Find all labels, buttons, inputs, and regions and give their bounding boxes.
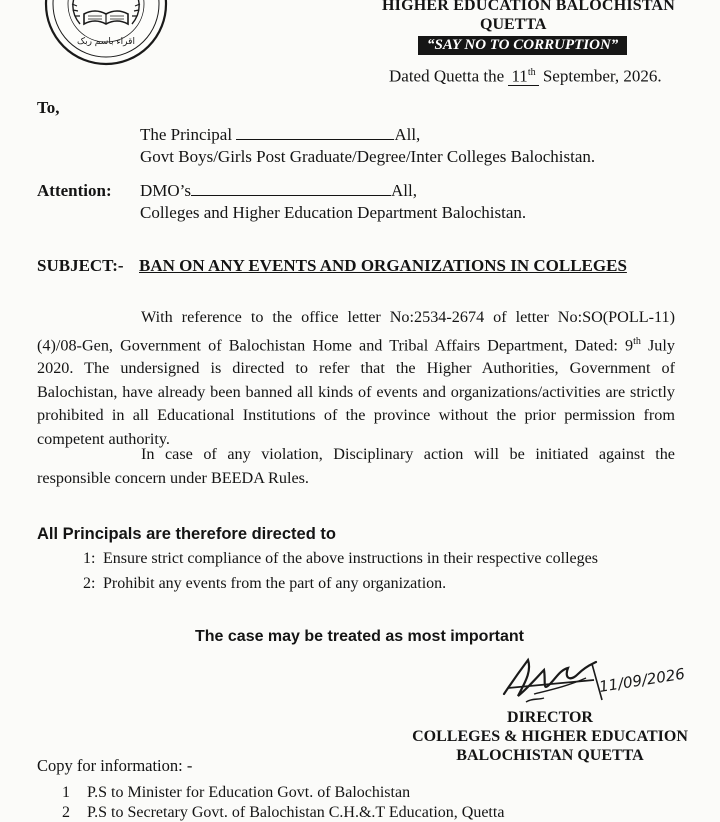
body-paragraph-1 <box>37 306 675 451</box>
subject-text: BAN ON ANY EVENTS AND ORGANIZATIONS IN COLLEGES <box>139 256 627 275</box>
attention-dmo: DMO’s <box>140 181 192 200</box>
department-seal-icon <box>44 0 168 66</box>
blank-line <box>236 126 394 140</box>
subject-label: SUBJECT:- <box>37 256 124 275</box>
to-all: All, <box>394 125 421 144</box>
org-city: QUETTA <box>480 16 547 33</box>
copy-label: Copy for information: - <box>37 756 193 775</box>
para1-part-a: With reference to the office letter No:2534-2674 of letter No:SO(POLL-11) (4)/08-Gen, Government of Balochistan Home and Tribal Affairs Department, Dated: 9 <box>37 308 675 354</box>
directive-item: Prohibit any events from the part of any organization. <box>103 575 447 592</box>
directives-heading: All Principals are therefore directed to <box>37 525 336 543</box>
dated-day: 11 <box>511 66 528 86</box>
dated-prefix: Dated Quetta the <box>389 66 505 86</box>
dated-line <box>389 64 662 87</box>
blank-line <box>191 182 391 196</box>
copy-item: P.S to Minister for Education Govt. of Balochistan <box>87 784 411 801</box>
signatory-location: BALOCHISTAN QUETTA <box>456 747 644 764</box>
para1-part-b: July 2020. The undersigned is directed to refer that the Higher Authorities, Government of Balochistan, have already been banned all kinds of events and organizations/activities are strictly prohibited in all Educational Institutions of the province without the prior permission from competent authority. <box>37 335 675 448</box>
copy-number: 1 <box>62 784 70 801</box>
copy-item: P.S to Secretary Govt. of Balochistan C.H.&.T Education, Quetta <box>87 804 505 821</box>
directive-number: 2: <box>83 575 96 592</box>
signatory-block <box>405 708 695 765</box>
attention-all: All, <box>391 181 417 200</box>
signatory-title: DIRECTOR <box>507 709 593 726</box>
para1-sup: th <box>633 335 641 347</box>
attention-label: Attention: <box>37 181 112 200</box>
directive-item: Ensure strict compliance of the above instructions in their respective colleges <box>103 550 598 567</box>
to-line-2: Govt Boys/Girls Post Graduate/Degree/Inter Colleges Balochistan. <box>140 147 596 166</box>
attention-line-2: Colleges and Higher Education Department Balochistan. <box>140 203 527 222</box>
closing-remark: The case may be treated as most important <box>195 628 524 645</box>
to-principal: The Principal <box>140 125 233 144</box>
signature-icon <box>498 648 688 710</box>
attention-line-1 <box>140 181 417 201</box>
copy-number: 2 <box>62 804 70 821</box>
seal-motto: اقراء باسم ربک <box>77 37 135 47</box>
body-paragraph-2: In case of any violation, Disciplinary action will be initiated against the responsible concern under BEEDA Rules. <box>37 445 675 487</box>
dated-suffix: September, 2026. <box>542 66 662 86</box>
slogan-banner: “SAY NO TO CORRUPTION” <box>418 36 627 55</box>
signature-date: 11/09/2026 <box>597 664 687 696</box>
directive-number: 1: <box>83 550 96 567</box>
dated-day-field <box>508 64 538 86</box>
dated-day-suffix: th <box>527 67 536 78</box>
signatory-office: COLLEGES & HIGHER EDUCATION <box>412 728 688 745</box>
to-line-1 <box>140 125 420 145</box>
to-label: To, <box>37 98 60 117</box>
org-name: HIGHER EDUCATION BALOCHISTAN <box>382 0 676 14</box>
